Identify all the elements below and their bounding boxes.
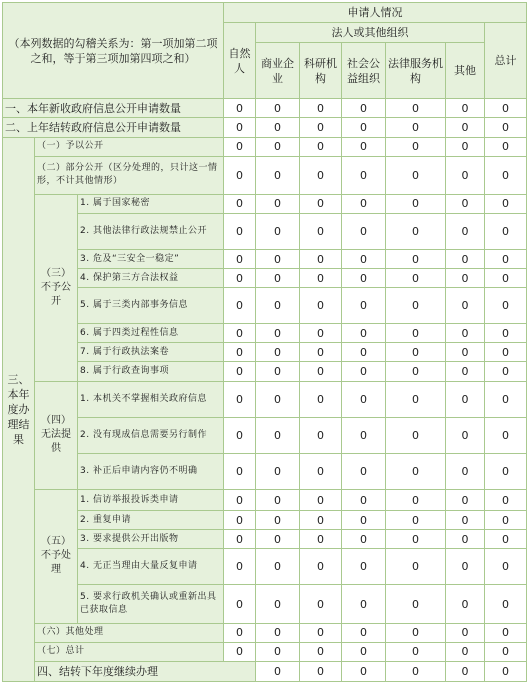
value-cell: 0 bbox=[224, 549, 256, 585]
government-info-disclosure-table bbox=[2, 2, 527, 682]
value-cell: 0 bbox=[300, 194, 342, 213]
value-cell: 0 bbox=[224, 250, 256, 269]
value-cell: 0 bbox=[256, 213, 300, 249]
value-cell: 0 bbox=[256, 362, 300, 381]
value-cell: 0 bbox=[342, 194, 386, 213]
value-cell: 0 bbox=[256, 549, 300, 585]
group-label-not-processed: （五）不予处理 bbox=[35, 490, 78, 624]
value-cell: 0 bbox=[224, 137, 256, 156]
sub-item-label: 4. 保护第三方合法权益 bbox=[78, 269, 224, 288]
value-cell: 0 bbox=[224, 213, 256, 249]
value-cell: 0 bbox=[256, 511, 300, 530]
value-cell: 0 bbox=[300, 490, 342, 511]
value-cell: 0 bbox=[446, 362, 485, 381]
row-label-new-requests: 一、本年新收政府信息公开申请数量 bbox=[3, 99, 224, 118]
value-cell: 0 bbox=[485, 343, 527, 362]
value-cell: 0 bbox=[256, 343, 300, 362]
value-cell: 0 bbox=[342, 213, 386, 249]
value-cell: 0 bbox=[342, 381, 386, 417]
value-cell: 0 bbox=[485, 623, 527, 642]
sub-item-label: 6. 属于四类过程性信息 bbox=[78, 324, 224, 343]
value-cell: 0 bbox=[446, 661, 485, 681]
value-cell: 0 bbox=[485, 324, 527, 343]
value-cell: 0 bbox=[256, 585, 300, 623]
value-cell: 0 bbox=[446, 213, 485, 249]
value-cell: 0 bbox=[386, 118, 446, 137]
header-legal-service: 法律服务机构 bbox=[386, 43, 446, 99]
value-cell: 0 bbox=[300, 269, 342, 288]
value-cell: 0 bbox=[256, 118, 300, 137]
value-cell: 0 bbox=[342, 417, 386, 453]
value-cell: 0 bbox=[386, 642, 446, 661]
value-cell: 0 bbox=[485, 118, 527, 137]
value-cell: 0 bbox=[485, 585, 527, 623]
value-cell: 0 bbox=[300, 343, 342, 362]
value-cell: 0 bbox=[485, 417, 527, 453]
value-cell: 0 bbox=[386, 156, 446, 194]
value-cell: 0 bbox=[300, 213, 342, 249]
row-label-other-handling: （六）其他处理 bbox=[35, 623, 224, 642]
value-cell: 0 bbox=[386, 137, 446, 156]
value-cell: 0 bbox=[256, 417, 300, 453]
header-applicant-info: 申请人情况 bbox=[224, 3, 527, 23]
value-cell: 0 bbox=[485, 381, 527, 417]
sub-item-label: 1. 属于国家秘密 bbox=[78, 194, 224, 213]
value-cell: 0 bbox=[224, 118, 256, 137]
value-cell: 0 bbox=[300, 362, 342, 381]
value-cell: 0 bbox=[485, 362, 527, 381]
value-cell: 0 bbox=[342, 642, 386, 661]
value-cell: 0 bbox=[386, 530, 446, 549]
value-cell: 0 bbox=[342, 343, 386, 362]
value-cell: 0 bbox=[224, 362, 256, 381]
sub-item-label: 1. 本机关不掌握相关政府信息 bbox=[78, 381, 224, 417]
value-cell: 0 bbox=[485, 511, 527, 530]
value-cell: 0 bbox=[300, 118, 342, 137]
value-cell: 0 bbox=[342, 490, 386, 511]
value-cell: 0 bbox=[386, 417, 446, 453]
value-cell: 0 bbox=[386, 324, 446, 343]
value-cell: 0 bbox=[485, 269, 527, 288]
row-label-carried-over: 二、上年结转政府信息公开申请数量 bbox=[3, 118, 224, 137]
value-cell: 0 bbox=[446, 118, 485, 137]
sub-item-label: 5. 要求行政机关确认或重新出具已获取信息 bbox=[78, 585, 224, 623]
value-cell: 0 bbox=[386, 511, 446, 530]
sub-item-label: 5. 属于三类内部事务信息 bbox=[78, 288, 224, 324]
value-cell: 0 bbox=[485, 549, 527, 585]
value-cell: 0 bbox=[300, 288, 342, 324]
value-cell: 0 bbox=[386, 585, 446, 623]
value-cell: 0 bbox=[256, 269, 300, 288]
value-cell: 0 bbox=[485, 661, 527, 681]
value-cell: 0 bbox=[342, 585, 386, 623]
value-cell: 0 bbox=[446, 453, 485, 489]
value-cell: 0 bbox=[342, 549, 386, 585]
value-cell: 0 bbox=[446, 324, 485, 343]
value-cell: 0 bbox=[342, 137, 386, 156]
value-cell: 0 bbox=[386, 269, 446, 288]
value-cell: 0 bbox=[224, 324, 256, 343]
value-cell: 0 bbox=[446, 194, 485, 213]
value-cell: 0 bbox=[300, 623, 342, 642]
header-natural-person: 自然人 bbox=[224, 23, 256, 99]
value-cell: 0 bbox=[224, 490, 256, 511]
value-cell: 0 bbox=[256, 381, 300, 417]
value-cell: 0 bbox=[224, 343, 256, 362]
value-cell: 0 bbox=[386, 362, 446, 381]
row-label-disclosed: （一）予以公开 bbox=[35, 137, 224, 156]
value-cell: 0 bbox=[386, 194, 446, 213]
group-label-unable-to-provide: （四）无法提供 bbox=[35, 381, 78, 489]
value-cell: 0 bbox=[224, 194, 256, 213]
value-cell: 0 bbox=[446, 417, 485, 453]
value-cell: 0 bbox=[386, 661, 446, 681]
value-cell: 0 bbox=[256, 530, 300, 549]
value-cell: 0 bbox=[386, 549, 446, 585]
value-cell: 0 bbox=[386, 99, 446, 118]
value-cell: 0 bbox=[342, 661, 386, 681]
value-cell: 0 bbox=[300, 417, 342, 453]
sub-item-label: 2. 没有现成信息需要另行制作 bbox=[78, 417, 224, 453]
value-cell: 0 bbox=[446, 137, 485, 156]
value-cell: 0 bbox=[342, 250, 386, 269]
value-cell: 0 bbox=[256, 137, 300, 156]
value-cell: 0 bbox=[342, 511, 386, 530]
header-social-welfare: 社会公益组织 bbox=[342, 43, 386, 99]
header-research: 科研机构 bbox=[300, 43, 342, 99]
value-cell: 0 bbox=[300, 511, 342, 530]
value-cell: 0 bbox=[485, 137, 527, 156]
value-cell: 0 bbox=[485, 99, 527, 118]
value-cell: 0 bbox=[256, 156, 300, 194]
value-cell: 0 bbox=[485, 288, 527, 324]
value-cell: 0 bbox=[300, 642, 342, 661]
sub-item-label: 7. 属于行政执法案卷 bbox=[78, 343, 224, 362]
row-label-partially-disclosed: （二）部分公开（区分处理的，只计这一情形，不计其他情形） bbox=[35, 156, 224, 194]
value-cell: 0 bbox=[485, 453, 527, 489]
value-cell: 0 bbox=[224, 585, 256, 623]
value-cell: 0 bbox=[386, 381, 446, 417]
value-cell: 0 bbox=[446, 585, 485, 623]
value-cell: 0 bbox=[485, 194, 527, 213]
group-label-not-disclosed: （三）不予公开 bbox=[35, 194, 78, 381]
value-cell: 0 bbox=[446, 343, 485, 362]
value-cell: 0 bbox=[256, 661, 300, 681]
value-cell: 0 bbox=[300, 156, 342, 194]
value-cell: 0 bbox=[386, 623, 446, 642]
value-cell: 0 bbox=[386, 213, 446, 249]
value-cell: 0 bbox=[300, 530, 342, 549]
value-cell: 0 bbox=[300, 585, 342, 623]
value-cell: 0 bbox=[342, 362, 386, 381]
value-cell: 0 bbox=[256, 250, 300, 269]
value-cell: 0 bbox=[224, 453, 256, 489]
value-cell: 0 bbox=[386, 288, 446, 324]
value-cell: 0 bbox=[256, 642, 300, 661]
value-cell: 0 bbox=[446, 511, 485, 530]
sub-item-label: 3. 危及“三安全一稳定” bbox=[78, 250, 224, 269]
value-cell: 0 bbox=[300, 453, 342, 489]
value-cell: 0 bbox=[256, 288, 300, 324]
sub-item-label: 1. 信访举报投诉类申请 bbox=[78, 490, 224, 511]
value-cell: 0 bbox=[300, 324, 342, 343]
row-label-carry-forward: 四、结转下年度继续办理 bbox=[35, 661, 256, 681]
value-cell: 0 bbox=[446, 549, 485, 585]
value-cell: 0 bbox=[342, 288, 386, 324]
sub-item-label: 2. 其他法律行政法规禁止公开 bbox=[78, 213, 224, 249]
value-cell: 0 bbox=[386, 453, 446, 489]
value-cell: 0 bbox=[446, 642, 485, 661]
value-cell: 0 bbox=[485, 490, 527, 511]
value-cell: 0 bbox=[446, 490, 485, 511]
sub-item-label: 4. 无正当理由大量反复申请 bbox=[78, 549, 224, 585]
sub-item-label: 2. 重复申请 bbox=[78, 511, 224, 530]
value-cell: 0 bbox=[485, 156, 527, 194]
value-cell: 0 bbox=[342, 118, 386, 137]
value-cell: 0 bbox=[224, 269, 256, 288]
value-cell: 0 bbox=[386, 490, 446, 511]
value-cell: 0 bbox=[446, 530, 485, 549]
value-cell: 0 bbox=[224, 623, 256, 642]
header-note: （本列数据的勾稽关系为：第一项加第二项之和，等于第三项加第四项之和） bbox=[3, 3, 224, 99]
value-cell: 0 bbox=[446, 623, 485, 642]
value-cell: 0 bbox=[446, 288, 485, 324]
header-total: 总计 bbox=[485, 23, 527, 99]
value-cell: 0 bbox=[224, 99, 256, 118]
value-cell: 0 bbox=[256, 99, 300, 118]
value-cell: 0 bbox=[485, 213, 527, 249]
value-cell: 0 bbox=[256, 490, 300, 511]
value-cell: 0 bbox=[446, 269, 485, 288]
value-cell: 0 bbox=[342, 623, 386, 642]
value-cell: 0 bbox=[446, 381, 485, 417]
value-cell: 0 bbox=[256, 194, 300, 213]
header-commercial: 商业企业 bbox=[256, 43, 300, 99]
value-cell: 0 bbox=[300, 661, 342, 681]
value-cell: 0 bbox=[446, 250, 485, 269]
value-cell: 0 bbox=[224, 381, 256, 417]
value-cell: 0 bbox=[485, 250, 527, 269]
value-cell: 0 bbox=[224, 511, 256, 530]
value-cell: 0 bbox=[300, 250, 342, 269]
value-cell: 0 bbox=[224, 642, 256, 661]
value-cell: 0 bbox=[300, 99, 342, 118]
value-cell: 0 bbox=[446, 99, 485, 118]
sub-item-label: 8. 属于行政查询事项 bbox=[78, 362, 224, 381]
sub-item-label: 3. 补正后申请内容仍不明确 bbox=[78, 453, 224, 489]
value-cell: 0 bbox=[256, 453, 300, 489]
value-cell: 0 bbox=[224, 156, 256, 194]
value-cell: 0 bbox=[342, 99, 386, 118]
value-cell: 0 bbox=[386, 250, 446, 269]
value-cell: 0 bbox=[224, 288, 256, 324]
value-cell: 0 bbox=[485, 642, 527, 661]
value-cell: 0 bbox=[224, 417, 256, 453]
value-cell: 0 bbox=[446, 156, 485, 194]
value-cell: 0 bbox=[300, 137, 342, 156]
value-cell: 0 bbox=[256, 623, 300, 642]
value-cell: 0 bbox=[300, 381, 342, 417]
row-label-subtotal: （七）总计 bbox=[35, 642, 224, 661]
value-cell: 0 bbox=[300, 549, 342, 585]
value-cell: 0 bbox=[485, 530, 527, 549]
value-cell: 0 bbox=[342, 269, 386, 288]
value-cell: 0 bbox=[342, 530, 386, 549]
header-other: 其他 bbox=[446, 43, 485, 99]
value-cell: 0 bbox=[342, 324, 386, 343]
value-cell: 0 bbox=[256, 324, 300, 343]
value-cell: 0 bbox=[224, 530, 256, 549]
section-label-results: 三、本年度办理结果 bbox=[3, 137, 35, 681]
value-cell: 0 bbox=[342, 156, 386, 194]
value-cell: 0 bbox=[342, 453, 386, 489]
sub-item-label: 3. 要求提供公开出版物 bbox=[78, 530, 224, 549]
value-cell: 0 bbox=[386, 343, 446, 362]
header-legal-group: 法人或其他组织 bbox=[256, 23, 485, 43]
